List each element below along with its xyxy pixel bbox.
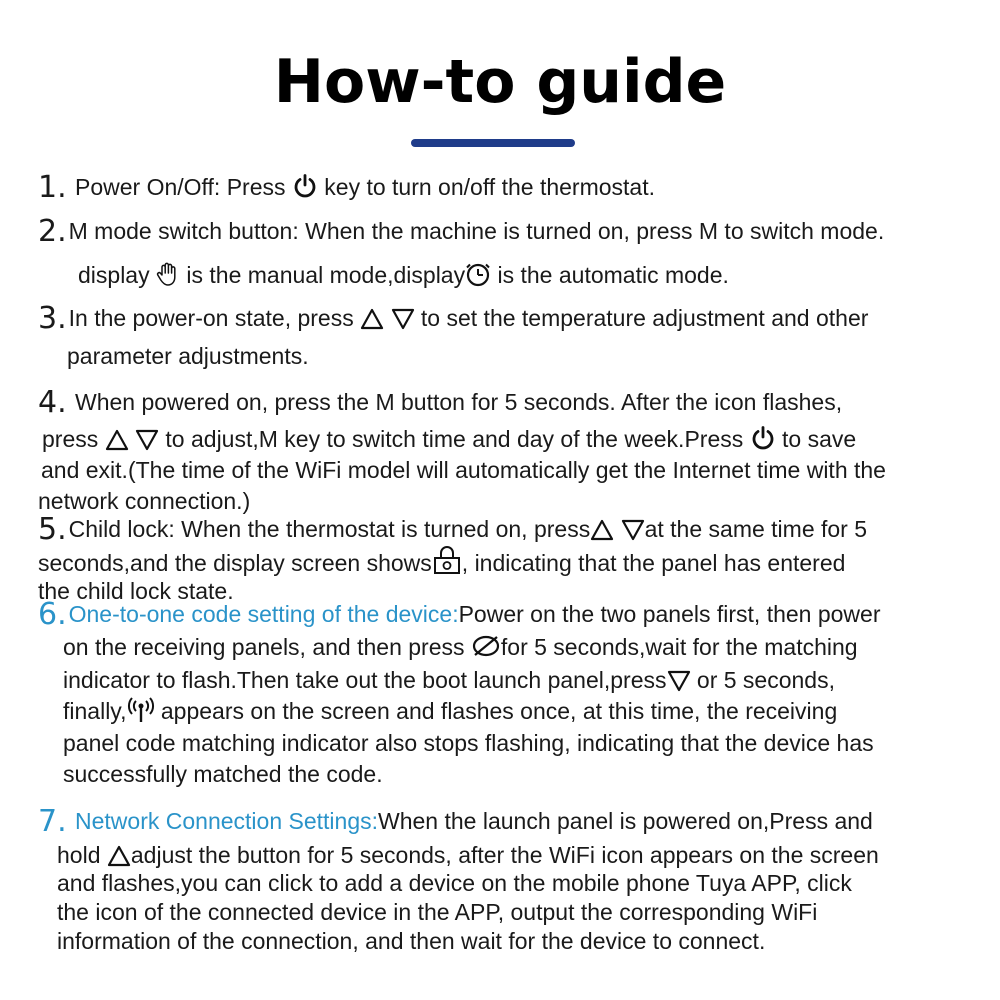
step-4-text-1: When powered on, press the M button for 5 seconds. After the icon flashes, [75, 389, 843, 415]
step-1-number: 1. [38, 170, 67, 205]
step-2-line-1 [38, 216, 884, 247]
step-6-line-6: successfully matched the code. [63, 761, 383, 787]
step-6-line-3 [63, 665, 835, 695]
step-3-line-1 [38, 303, 868, 334]
step-4-line-2 [42, 424, 856, 454]
step-4-text-2c: to save [782, 426, 857, 452]
step-7-heading: Network Connection Settings: [75, 808, 379, 834]
step-6-text-1: Power on the two panels first, then power [458, 601, 881, 627]
step-1-line-1 [38, 172, 655, 203]
step-7-line-3: and flashes,you can click to add a device on the mobile phone Tuya APP, click [57, 870, 852, 896]
step-6-line-4 [63, 696, 837, 726]
title-underline [411, 139, 575, 147]
step-4-number: 4. [38, 385, 67, 420]
step-6-number: 6. [38, 597, 67, 632]
step-4-line-3: and exit.(The time of the WiFi model will automatically get the Internet time with the [41, 457, 886, 483]
step-6-heading: One-to-one code setting of the device: [68, 601, 459, 627]
step-6-text-2a: on the receiving panels, and then press [63, 634, 465, 660]
step-6-line-1 [38, 599, 881, 630]
page-title: How-to guide [273, 47, 727, 117]
down-triangle-icon [621, 519, 645, 541]
step-4-text-2b: to adjust,M key to switch time and day of the week.Press [165, 426, 744, 452]
power-icon [292, 173, 318, 199]
step-5-text-2b: , indicating that the panel has entered [461, 550, 846, 576]
step-4-line-4: network connection.) [38, 488, 251, 514]
up-triangle-icon [107, 845, 131, 867]
step-7-line-5: information of the connection, and then wait for the device to connect. [57, 928, 766, 954]
step-5-number: 5. [38, 512, 67, 547]
step-5-text-1b: at the same time for 5 [644, 516, 868, 542]
step-1-text-a: Power On/Off: Press [75, 174, 286, 200]
step-7-text-2b: adjust the button for 5 seconds, after the WiFi icon appears on the screen [130, 842, 879, 868]
down-triangle-icon [391, 308, 415, 330]
padlock-icon [432, 545, 462, 575]
step-4-line-1 [38, 387, 842, 418]
clock-icon [465, 261, 491, 287]
step-1-text-b: key to turn on/off the thermostat. [324, 174, 655, 200]
down-triangle-icon [135, 429, 159, 451]
signal-icon [127, 697, 155, 723]
step-2-text-2c: is the automatic mode. [497, 262, 729, 288]
step-2-line-2 [78, 260, 729, 290]
step-6-text-4b: appears on the screen and flashes once, at this time, the receiving [160, 698, 838, 724]
step-3-number: 3. [38, 301, 67, 336]
step-7-text-2a: hold [57, 842, 101, 868]
step-5-line-3: the child lock state. [38, 578, 234, 604]
step-7-line-1 [38, 806, 873, 837]
up-triangle-icon [590, 519, 614, 541]
up-triangle-icon [105, 429, 129, 451]
up-triangle-icon [360, 308, 384, 330]
step-2-number: 2. [38, 214, 67, 249]
step-4-text-2a: press [42, 426, 99, 452]
step-6-line-5: panel code matching indicator also stops flashing, indicating that the device has [63, 730, 874, 756]
step-6-text-2b: for 5 seconds,wait for the matching [500, 634, 858, 660]
step-2-text-1: M mode switch button: When the machine is turned on, press M to switch mode. [68, 218, 885, 244]
step-7-text-1: When the launch panel is powered on,Press and [378, 808, 873, 834]
down-triangle-icon [667, 670, 691, 692]
step-5-text-1a: Child lock: When the thermostat is turned on, press [68, 516, 591, 542]
step-3-line-2: parameter adjustments. [67, 343, 309, 369]
step-6-line-2 [63, 632, 858, 662]
step-6-text-4a: finally, [63, 698, 127, 724]
hand-icon [156, 261, 180, 287]
power-icon [750, 425, 776, 451]
step-7-number: 7. [38, 804, 67, 839]
step-5-line-1 [38, 514, 867, 545]
step-7-line-4: the icon of the connected device in the APP, output the corresponding WiFi [57, 899, 818, 925]
step-7-line-2 [57, 840, 879, 870]
step-3-text-1a: In the power-on state, press [68, 305, 354, 331]
step-3-text-1b: to set the temperature adjustment and other [420, 305, 869, 331]
step-5-text-2a: seconds,and the display screen shows [38, 550, 432, 576]
step-6-text-3a: indicator to flash.Then take out the boot launch panel,press [63, 667, 667, 693]
step-5-line-2 [38, 545, 845, 578]
step-2-text-2b: is the manual mode,display [186, 262, 466, 288]
step-6-text-3b: or 5 seconds, [696, 667, 835, 693]
pairing-icon [471, 633, 501, 659]
step-2-text-2a: display [78, 262, 150, 288]
